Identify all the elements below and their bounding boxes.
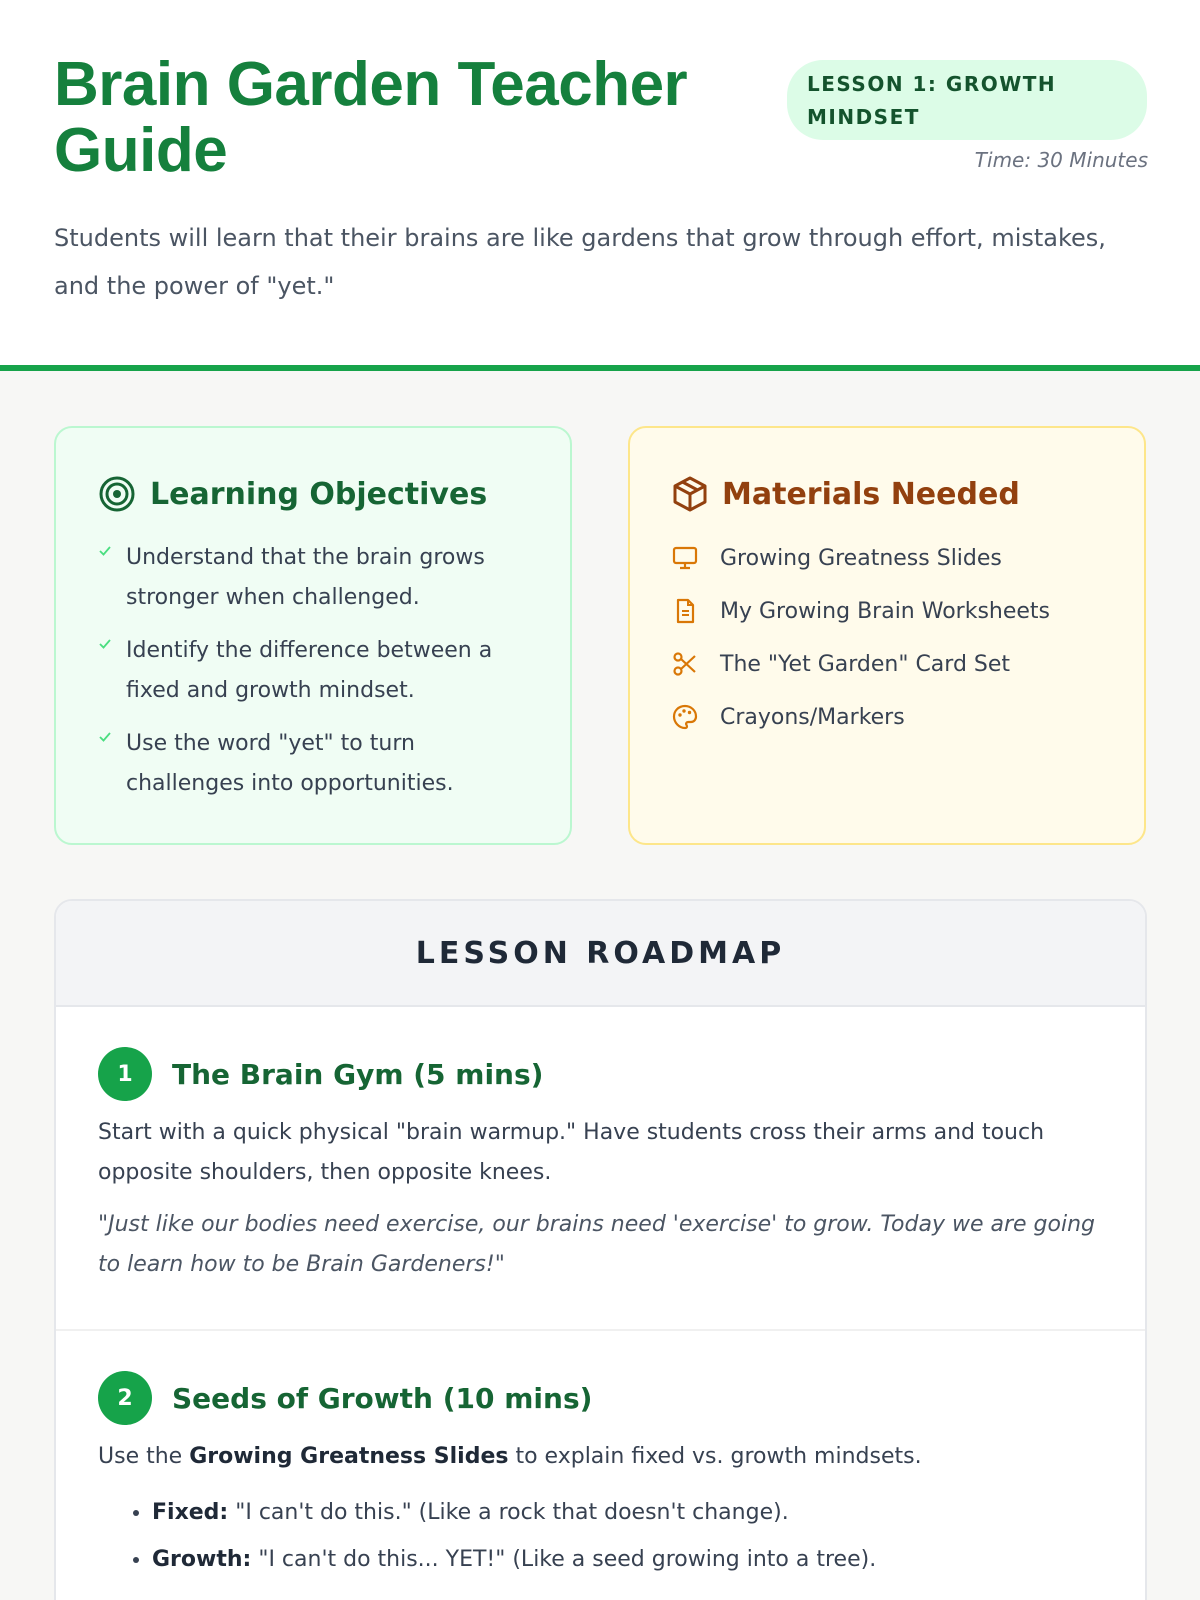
step-description — [98, 1437, 1108, 1477]
step-number-badge: 2 — [98, 1371, 152, 1425]
palette-icon — [672, 704, 698, 730]
guide-header — [0, 0, 1200, 371]
step-number-badge: 1 — [98, 1047, 152, 1101]
materials-heading — [672, 472, 1144, 516]
list-item — [672, 591, 1144, 631]
learning-objectives-card — [54, 426, 572, 845]
step-header — [98, 1047, 1103, 1101]
materials-card — [628, 426, 1146, 845]
list-item — [98, 538, 538, 618]
step-title: Seeds of Growth (10 mins) — [172, 1381, 593, 1415]
target-icon — [98, 475, 136, 513]
material-label: The "Yet Garden" Card Set — [720, 651, 1011, 677]
mindset-bullets — [98, 1489, 1103, 1583]
objective-text: Identify the difference between a fixed and growth mindset. — [126, 638, 493, 703]
lesson-badge: LESSON 1: GROWTH MINDSET — [787, 60, 1147, 140]
bullet-text: "I can't do this... YET!" (Like a seed growing into a tree). — [251, 1547, 877, 1572]
objective-text: Understand that the brain grows stronger when challenged. — [126, 545, 485, 610]
list-item — [98, 724, 538, 804]
check-icon — [98, 637, 112, 651]
check-icon — [98, 544, 112, 558]
objectives-heading — [98, 472, 570, 516]
roadmap-title: LESSON ROADMAP — [56, 901, 1145, 1007]
objective-text: Use the word "yet" to turn challenges into opportunities. — [126, 731, 454, 796]
scissors-icon — [672, 651, 698, 677]
bullet-text: "I can't do this." (Like a rock that doesn't change). — [228, 1500, 789, 1525]
materials-list — [672, 538, 1144, 737]
list-item — [98, 631, 538, 711]
lesson-time: Time: 30 Minutes — [974, 148, 1148, 172]
check-icon — [98, 730, 112, 744]
bullet-label: Growth: — [152, 1547, 252, 1572]
page-title: Brain Garden Teacher Guide — [54, 50, 688, 185]
list-item — [672, 644, 1144, 684]
objectives-title: Learning Objectives — [150, 476, 488, 512]
step-title: The Brain Gym (5 mins) — [172, 1057, 544, 1091]
material-label: Growing Greatness Slides — [720, 545, 1002, 571]
material-label: My Growing Brain Worksheets — [720, 598, 1051, 624]
lesson-summary: Students will learn that their brains are like gardens that grow through effort, mistakes, and the power of "yet." — [54, 224, 1106, 300]
lesson-roadmap — [54, 899, 1147, 1600]
material-label: Crayons/Markers — [720, 704, 905, 730]
step-header — [98, 1371, 1103, 1425]
document-icon — [672, 598, 698, 624]
list-item — [672, 697, 1144, 737]
box-icon — [672, 475, 708, 513]
bullet-label: Fixed: — [152, 1500, 229, 1525]
step-text-prefix: Use the — [98, 1444, 190, 1469]
step-description: Start with a quick physical "brain warmup." Have students cross their arms and touch opposite shoulders, then opposite knees. — [98, 1120, 1045, 1185]
roadmap-step-2 — [56, 1329, 1145, 1583]
step-quote: "Just like our bodies need exercise, our brains need 'exercise' to grow. Today we are going to learn how to be Brain Gardeners!" — [98, 1212, 1095, 1277]
materials-title: Materials Needed — [722, 476, 1020, 512]
step-text-suffix: to explain fixed vs. growth mindsets. — [508, 1444, 922, 1469]
objectives-list — [98, 538, 538, 804]
list-item — [152, 1489, 1103, 1536]
monitor-icon — [672, 545, 698, 571]
roadmap-step-1 — [56, 1007, 1145, 1329]
list-item — [672, 538, 1144, 578]
list-item — [152, 1536, 1103, 1583]
step-text-highlight: Growing Greatness Slides — [189, 1444, 509, 1469]
